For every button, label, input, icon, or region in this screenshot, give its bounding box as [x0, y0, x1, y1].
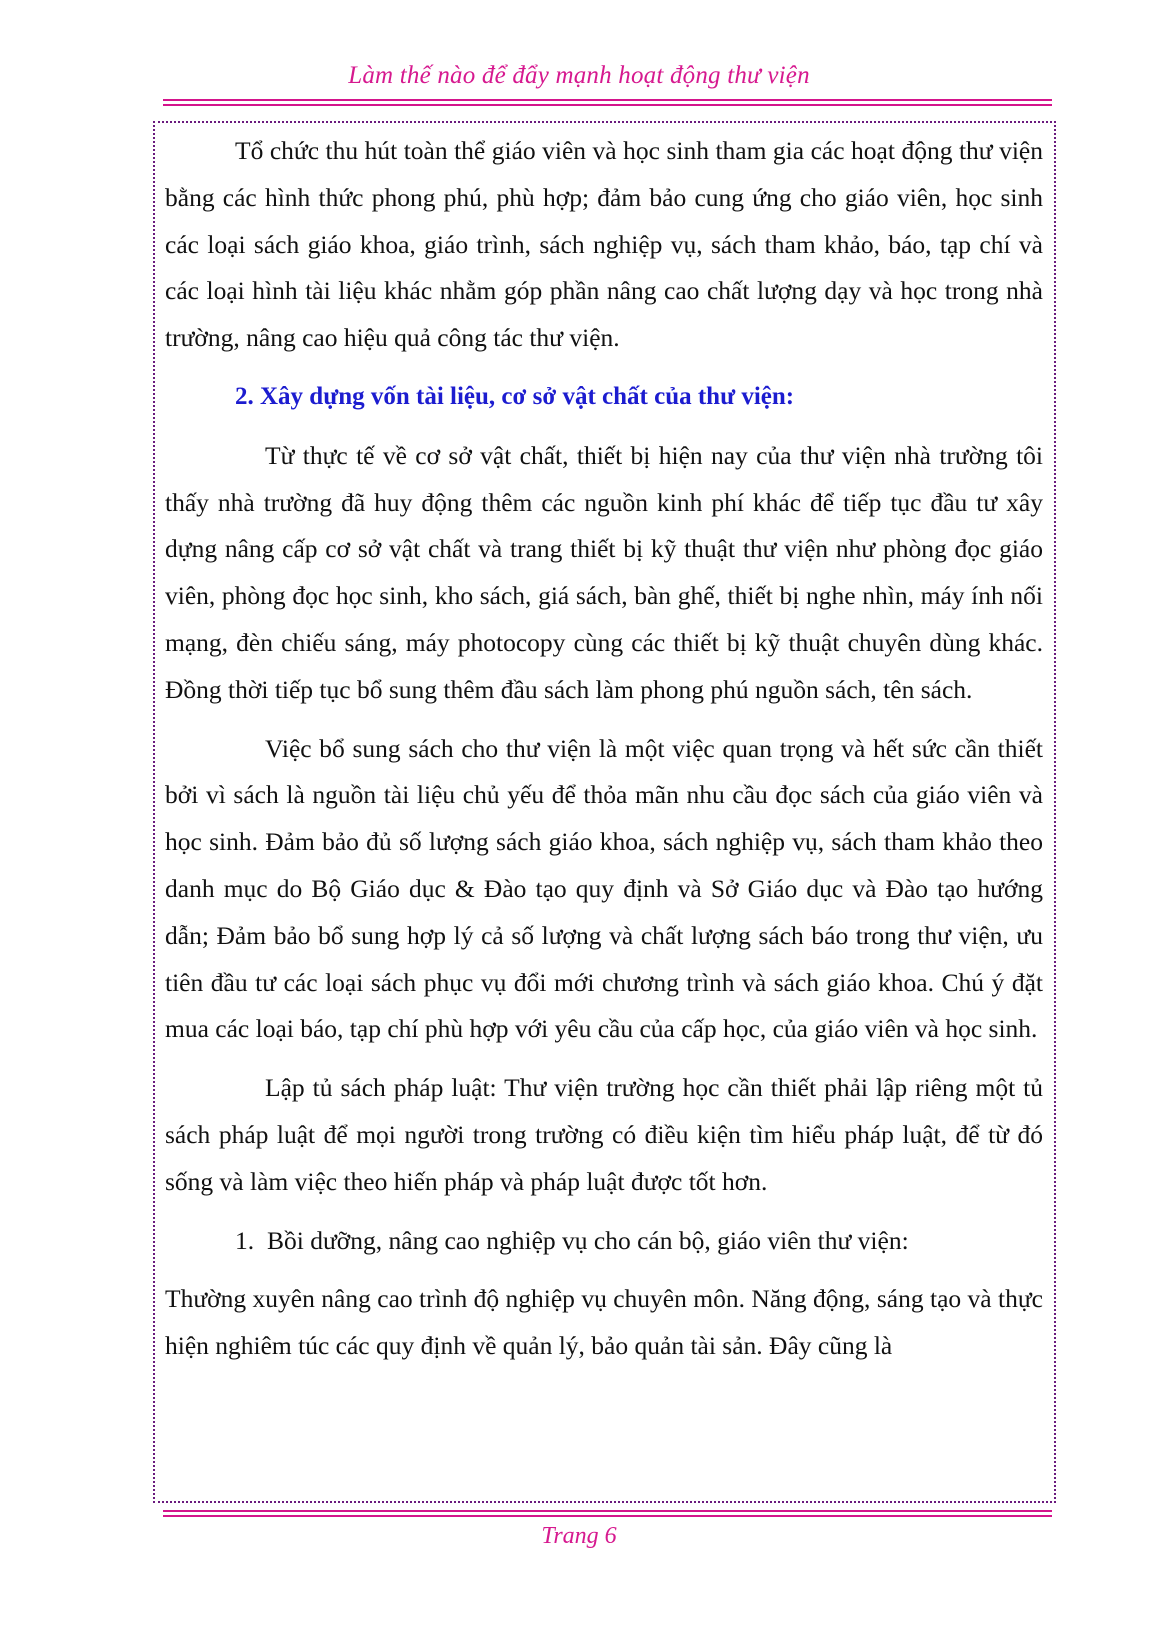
list-number: 1. — [235, 1225, 255, 1255]
section-heading: 2. Xây dựng vốn tài liệu, cơ sở vật chất của thư viện: — [235, 382, 795, 410]
header-rule-top — [163, 99, 1052, 101]
numbered-list-item — [165, 1218, 1043, 1265]
page-number: Trang 6 — [541, 1523, 617, 1549]
intro-paragraph: Tổ chức thu hút toàn thể giáo viên và học sinh tham gia các hoạt động thư viện bằng các hình thức phong phú, phù hợp; đảm bảo cung ứng cho giáo viên, học sinh các loại sách giáo khoa, giáo trình, sách nghiệp vụ, sách tham khảo, báo, tạp chí và các loại hình tài liệu khác nhằm góp phần nâng cao chất lượng dạy và học trong nhà trường, nâng cao hiệu quả công tác thư viện. — [165, 136, 1043, 353]
paragraph-training: Thường xuyên nâng cao trình độ nghiệp vụ chuyên môn. Năng động, sáng tạo và thực hiện nghiêm túc các quy định về quản lý, bảo quản tài sản. Đây cũng là — [165, 1284, 1043, 1361]
paragraph-book-supply: Việc bổ sung sách cho thư viện là một việc quan trọng và hết sức cần thiết bởi vì sách là nguồn tài liệu chủ yếu để thỏa mãn nhu cầu đọc sách của giáo viên và học sinh. Đảm bảo đủ số lượng sách giáo khoa, sách nghiệp vụ, sách tham khảo theo danh mục do Bộ Giáo dục & Đào tạo quy định và Sở Giáo dục và Đào tạo hướng dẫn; Đảm bảo bổ sung hợp lý cả số lượng và chất lượng sách báo trong thư viện, ưu tiên đầu tư các loại sách phục vụ đổi mới chương trình và sách giáo khoa. Chú ý đặt mua các loại báo, tạp chí phù hợp với yêu cầu của cấp học, của giáo viên và học sinh. — [165, 733, 1043, 1044]
list-item-text: Bồi dưỡng, nâng cao nghiệp vụ cho cán bộ, giáo viên thư viện: — [267, 1225, 909, 1255]
header-title: Làm thế nào để đẩy mạnh hoạt động thư viện — [348, 62, 810, 89]
paragraph-facilities: Từ thực tế về cơ sở vật chất, thiết bị hiện nay của thư viện nhà trường tôi thấy nhà trường đã huy động thêm các nguồn kinh phí khác để tiếp tục đầu tư xây dựng nâng cấp cơ sở vật chất và trang thiết bị kỹ thuật thư viện như phòng đọc giáo viên, phòng đọc học sinh, kho sách, giá sách, bàn ghế, thiết bị nghe nhìn, máy ính nối mạng, đèn chiếu sáng, máy photocopy cùng các thiết bị kỹ thuật chuyên dùng khác. Đồng thời tiếp tục bổ sung thêm đầu sách làm phong phú nguồn sách, tên sách. — [165, 440, 1043, 704]
header-rule-bottom — [163, 104, 1052, 106]
footer-rule-bottom — [163, 1515, 1052, 1517]
paragraph-law-bookcase: Lập tủ sách pháp luật: Thư viện trường học cần thiết phải lập riêng một tủ sách pháp luật để mọi người trong trường có điều kiện tìm hiểu pháp luật, để từ đó sống và làm việc theo hiến pháp và pháp luật được tốt hơn. — [165, 1073, 1043, 1196]
footer-rule-top — [163, 1510, 1052, 1512]
page-content — [165, 128, 1043, 1370]
